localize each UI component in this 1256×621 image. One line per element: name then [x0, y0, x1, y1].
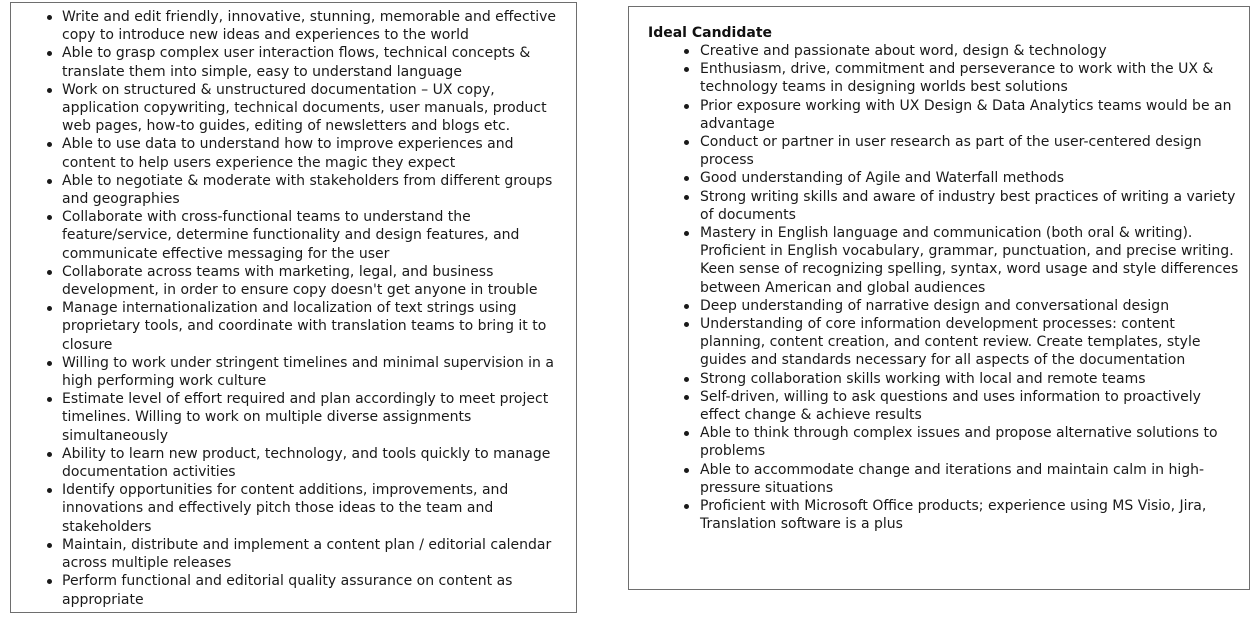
list-item: Able to negotiate & moderate with stakeholders from different groups and geographies [11, 172, 568, 208]
list-item: Manage internationalization and localization of text strings using proprietary tools, and coordinate with translation teams to bring it to closure [11, 299, 568, 354]
list-item: Willing to work under stringent timelines and minimal supervision in a high performing work culture [11, 354, 568, 390]
list-item: Understanding of core information development processes: content planning, content creation, and content review. Create templates, style guides and standards necessary for all aspects of the documentation [629, 315, 1241, 370]
list-item: Estimate level of effort required and plan accordingly to meet project timelines. Willing to work on multiple diverse assignments simultaneously [11, 390, 568, 445]
list-item: Collaborate with cross-functional teams to understand the feature/service, determine functionality and design features, and communicate effective messaging for the user [11, 208, 568, 263]
list-item: Self-driven, willing to ask questions and uses information to proactively effect change & achieve results [629, 388, 1241, 424]
ideal-candidate-panel [628, 6, 1250, 590]
list-item: Ability to learn new product, technology, and tools quickly to manage documentation activities [11, 445, 568, 481]
list-item: Perform functional and editorial quality assurance on content as appropriate [11, 572, 568, 608]
list-item: Able to think through complex issues and propose alternative solutions to problems [629, 424, 1241, 460]
list-item: Good understanding of Agile and Waterfall methods [629, 169, 1241, 187]
list-item: Work on structured & unstructured documentation – UX copy, application copywriting, technical documents, user manuals, product web pages, how-to guides, editing of newsletters and blogs etc. [11, 81, 568, 136]
list-item: Prior exposure working with UX Design & Data Analytics teams would be an advantage [629, 97, 1241, 133]
list-item: Strong writing skills and aware of industry best practices of writing a variety of documents [629, 188, 1241, 224]
list-item: Able to grasp complex user interaction flows, technical concepts & translate them into simple, easy to understand language [11, 44, 568, 80]
list-item: Deep understanding of narrative design and conversational design [629, 297, 1241, 315]
list-item: Mastery in English language and communication (both oral & writing). Proficient in English vocabulary, grammar, punctuation, and precise writing. Keen sense of recognizing spelling, syntax, word usage and style differences between American and global audiences [629, 224, 1241, 297]
list-item: Enthusiasm, drive, commitment and perseverance to work with the UX & technology teams in designing worlds best solutions [629, 60, 1241, 96]
responsibilities-list [11, 3, 568, 609]
responsibilities-panel [10, 2, 577, 613]
list-item: Able to use data to understand how to improve experiences and content to help users experience the magic they expect [11, 135, 568, 171]
list-item: Conduct or partner in user research as part of the user-centered design process [629, 133, 1241, 169]
list-item: Maintain, distribute and implement a content plan / editorial calendar across multiple releases [11, 536, 568, 572]
list-item: Collaborate across teams with marketing, legal, and business development, in order to ensure copy doesn't get anyone in trouble [11, 263, 568, 299]
list-item: Identify opportunities for content additions, improvements, and innovations and effectively pitch those ideas to the team and stakeholders [11, 481, 568, 536]
list-item: Able to accommodate change and iterations and maintain calm in high-pressure situations [629, 461, 1241, 497]
list-item: Creative and passionate about word, design & technology [629, 42, 1241, 60]
section-heading: Ideal Candidate [648, 25, 773, 41]
list-item: Strong collaboration skills working with local and remote teams [629, 370, 1241, 388]
ideal-candidate-list [629, 42, 1241, 533]
list-item: Proficient with Microsoft Office products; experience using MS Visio, Jira, Translation software is a plus [629, 497, 1241, 533]
list-item: Write and edit friendly, innovative, stunning, memorable and effective copy to introduce new ideas and experiences to the world [11, 8, 568, 44]
